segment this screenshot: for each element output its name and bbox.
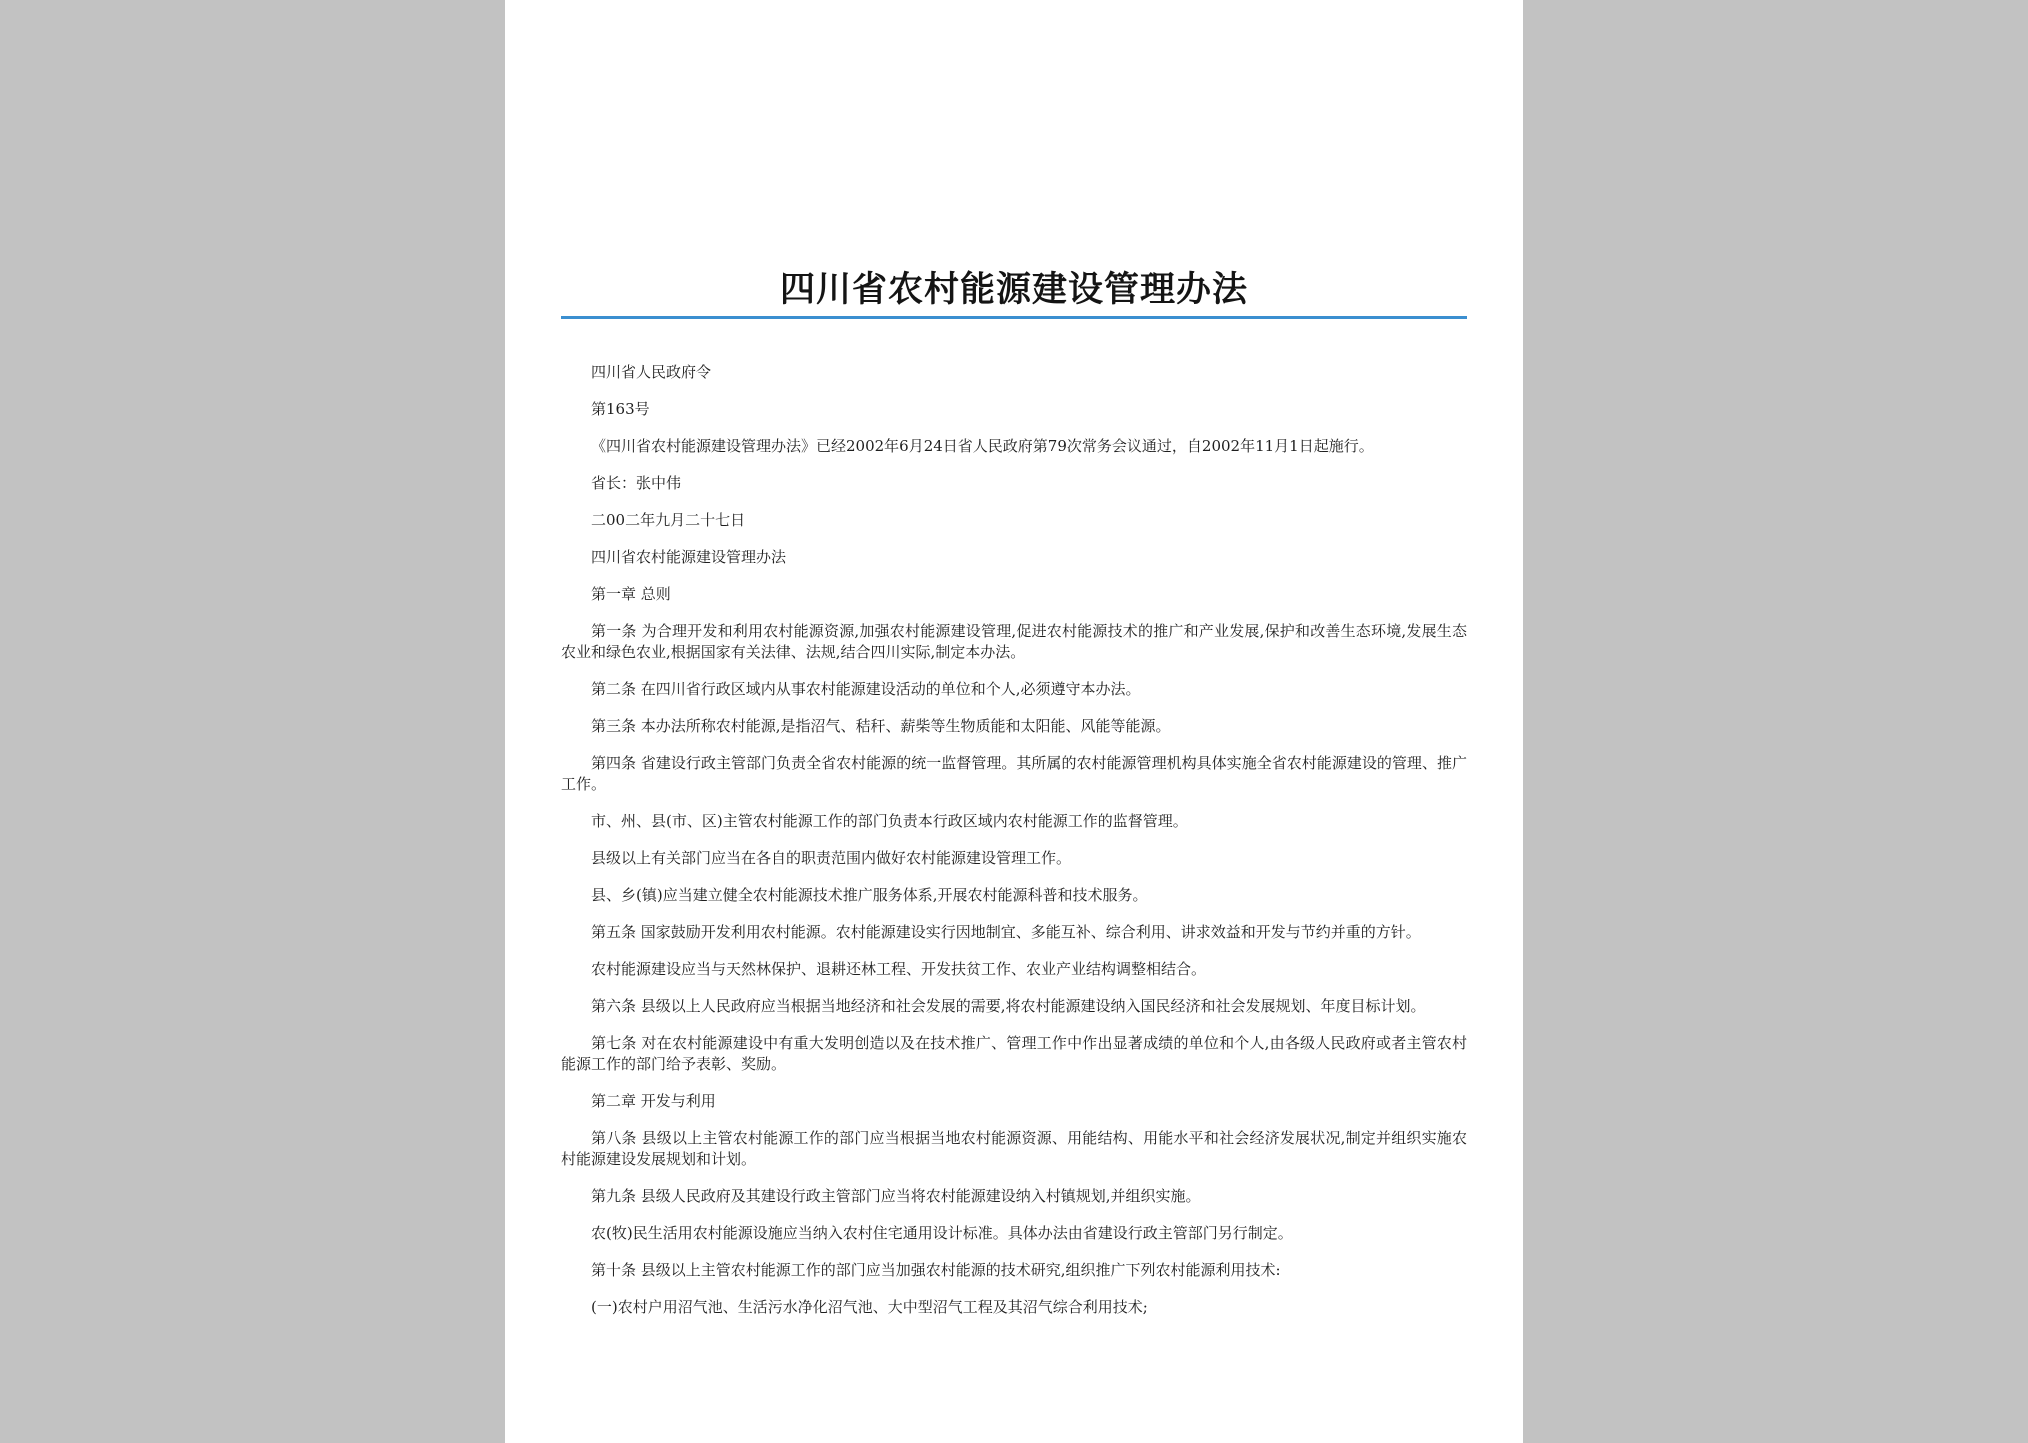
- paragraph: 第九条 县级人民政府及其建设行政主管部门应当将农村能源建设纳入村镇规划,并组织实施。: [591, 1187, 1201, 1205]
- paragraph: 《四川省农村能源建设管理办法》已经2002年6月24日省人民政府第79次常务会议通过，自2002年11月1日起施行。: [591, 437, 1374, 455]
- paragraph: 省长：张中伟: [591, 474, 682, 492]
- paragraph: 市、州、县(市、区)主管农村能源工作的部门负责本行政区域内农村能源工作的监督管理。: [591, 812, 1188, 830]
- paragraph: 第十条 县级以上主管农村能源工作的部门应当加强农村能源的技术研究,组织推广下列农村能源利用技术:: [591, 1261, 1281, 1279]
- paragraph: 县、乡(镇)应当建立健全农村能源技术推广服务体系,开展农村能源科普和技术服务。: [591, 886, 1148, 904]
- paragraph: 第一条 为合理开发和利用农村能源资源,加强农村能源建设管理,促进农村能源技术的推广和产业发展,保护和改善生态环境,发展生态农业和绿色农业,根据国家有关法律、法规,结合四川实际,制定本办法。: [561, 622, 1467, 661]
- paragraph: 第八条 县级以上主管农村能源工作的部门应当根据当地农村能源资源、用能结构、用能水平和社会经济发展状况,制定并组织实施农村能源建设发展规划和计划。: [561, 1129, 1467, 1168]
- paragraph: 四川省人民政府令: [591, 363, 712, 381]
- document-title: 四川省农村能源建设管理办法: [779, 269, 1248, 310]
- paragraph: 第二条 在四川省行政区域内从事农村能源建设活动的单位和个人,必须遵守本办法。: [591, 680, 1141, 698]
- paragraph: 第163号: [591, 400, 650, 418]
- document-body: [561, 362, 1467, 1334]
- paragraph: 第六条 县级以上人民政府应当根据当地经济和社会发展的需要,将农村能源建设纳入国民经济和社会发展规划、年度目标计划。: [591, 997, 1426, 1015]
- paragraph: 第四条 省建设行政主管部门负责全省农村能源的统一监督管理。其所属的农村能源管理机构具体实施全省农村能源建设的管理、推广工作。: [561, 754, 1467, 793]
- chapter-heading: 第一章 总则: [591, 585, 671, 603]
- paragraph: 县级以上有关部门应当在各自的职责范围内做好农村能源建设管理工作。: [591, 849, 1072, 867]
- paragraph: 农(牧)民生活用农村能源设施应当纳入农村住宅通用设计标准。具体办法由省建设行政主管部门另行制定。: [591, 1224, 1293, 1242]
- paragraph: 第七条 对在农村能源建设中有重大发明创造以及在技术推广、管理工作中作出显著成绩的单位和个人,由各级人民政府或者主管农村能源工作的部门给予表彰、奖励。: [561, 1034, 1467, 1073]
- paragraph: (一)农村户用沼气池、生活污水净化沼气池、大中型沼气工程及其沼气综合利用技术;: [591, 1298, 1148, 1316]
- paragraph: 第三条 本办法所称农村能源,是指沼气、秸秆、薪柴等生物质能和太阳能、风能等能源。: [591, 717, 1171, 735]
- title-divider: [561, 316, 1467, 319]
- paragraph: 第五条 国家鼓励开发利用农村能源。农村能源建设实行因地制宜、多能互补、综合利用、讲求效益和开发与节约并重的方针。: [591, 923, 1421, 941]
- paragraph: 四川省农村能源建设管理办法: [591, 548, 787, 566]
- chapter-heading: 第二章 开发与利用: [591, 1092, 716, 1110]
- paragraph: 农村能源建设应当与天然林保护、退耕还林工程、开发扶贫工作、农业产业结构调整相结合。: [591, 960, 1207, 978]
- paragraph: 二00二年九月二十七日: [591, 511, 746, 529]
- document-page: [505, 0, 1523, 1443]
